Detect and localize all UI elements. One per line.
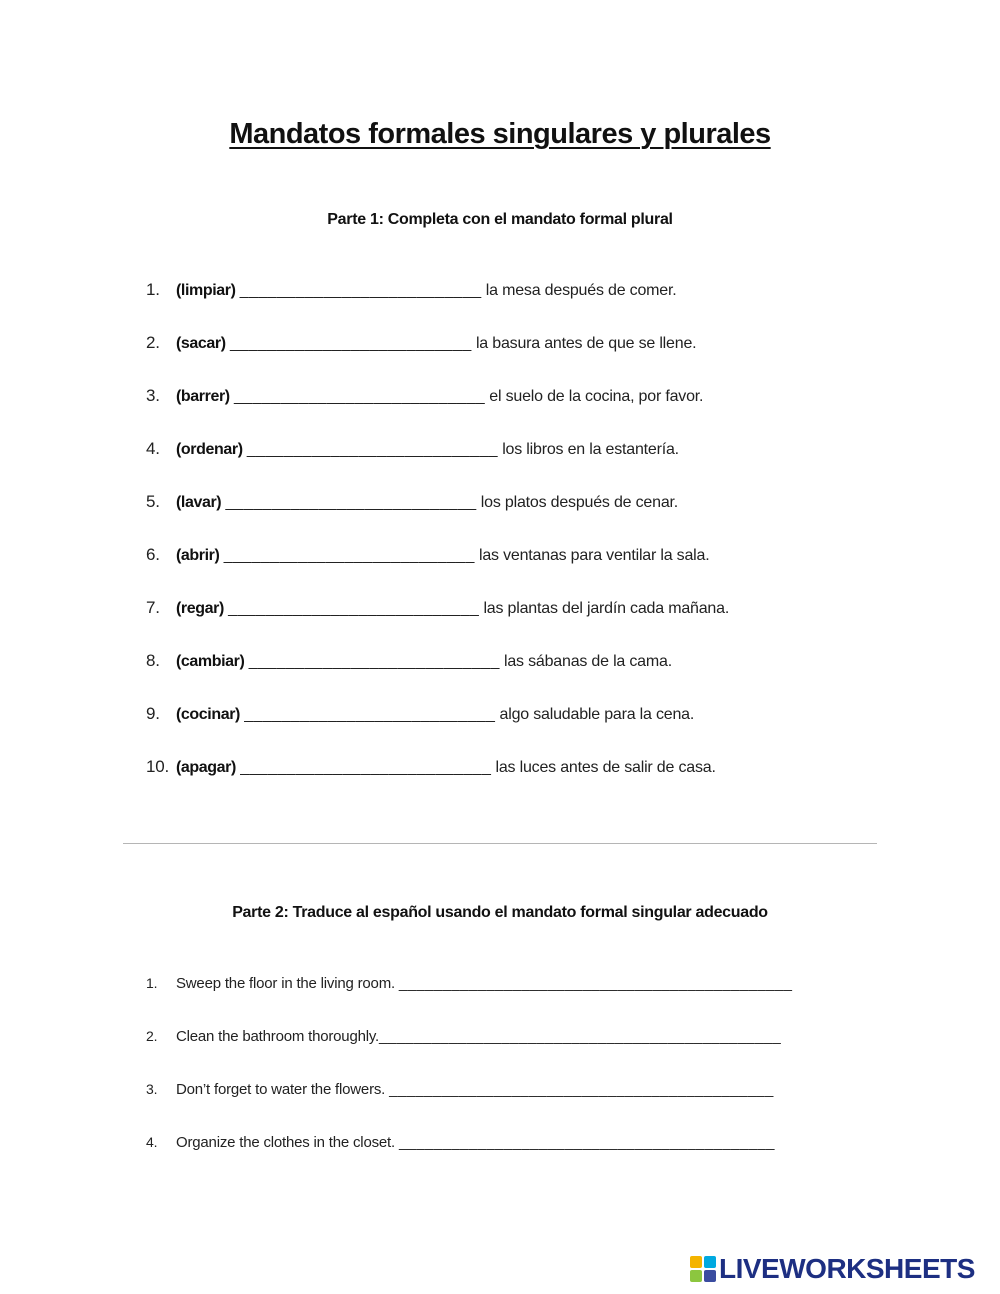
answer-blank[interactable]: ___________________________ xyxy=(233,388,486,405)
sentence-rest: las ventanas para ventilar la sala. xyxy=(479,547,710,564)
part2-exercise-list xyxy=(146,971,792,1183)
sentence-rest: las luces antes de salir de casa. xyxy=(495,759,716,776)
part1-heading: Parte 1: Completa con el mandato formal plural xyxy=(327,211,673,228)
answer-blank[interactable]: ___________________________ xyxy=(228,600,480,617)
item-number: 3. xyxy=(146,1081,158,1097)
verb-prompt: (ordenar) xyxy=(176,441,243,458)
english-sentence: Sweep the floor in the living room. xyxy=(176,975,395,992)
part2-item xyxy=(146,1130,792,1183)
answer-blank[interactable]: ___________________________ xyxy=(246,441,498,458)
part1-item xyxy=(146,384,729,437)
verb-prompt: (regar) xyxy=(176,600,224,617)
answer-blank[interactable]: __________________________ xyxy=(229,335,472,352)
answer-blank[interactable]: ___________________________________________ xyxy=(398,1134,775,1151)
part1-item xyxy=(146,702,729,755)
part2-heading: Parte 2: Traduce al español usando el mandato formal singular adecuado xyxy=(232,904,768,921)
answer-blank[interactable]: ___________________________ xyxy=(240,759,492,776)
english-sentence: Clean the bathroom thoroughly. xyxy=(176,1028,380,1045)
part1-item xyxy=(146,490,729,543)
part1-item xyxy=(146,331,729,384)
verb-prompt: (sacar) xyxy=(176,335,226,352)
english-sentence: Organize the clothes in the closet. xyxy=(176,1134,395,1151)
item-number: 6. xyxy=(146,545,160,564)
answer-blank[interactable]: ___________________________ xyxy=(244,706,496,723)
answer-blank[interactable]: _____________________________________________ xyxy=(398,975,793,992)
verb-prompt: (limpiar) xyxy=(176,282,236,299)
item-number: 8. xyxy=(146,651,160,670)
item-number: 5. xyxy=(146,492,160,511)
item-number: 4. xyxy=(146,439,160,458)
brand-name: LIVEWORKSHEETS xyxy=(719,1253,975,1284)
verb-prompt: (apagar) xyxy=(176,759,236,776)
part1-item xyxy=(146,437,729,490)
section-divider xyxy=(123,843,877,844)
part1-item xyxy=(146,755,729,808)
answer-blank[interactable]: ______________________________________________ xyxy=(379,1028,782,1045)
part1-item xyxy=(146,543,729,596)
item-number: 10. xyxy=(146,757,170,776)
part2-item xyxy=(146,971,792,1024)
answer-blank[interactable]: ___________________________ xyxy=(223,547,475,564)
sentence-rest: la mesa después de comer. xyxy=(485,282,677,299)
answer-blank[interactable]: ____________________________________________ xyxy=(389,1081,774,1098)
sentence-rest: algo saludable para la cena. xyxy=(499,706,695,723)
sentence-rest: el suelo de la cocina, por favor. xyxy=(489,388,704,405)
logo-tile-4 xyxy=(704,1270,716,1282)
sentence-rest: los libros en la estantería. xyxy=(502,441,679,458)
sentence-rest: las plantas del jardín cada mañana. xyxy=(483,600,730,617)
answer-blank[interactable]: ___________________________ xyxy=(225,494,477,511)
part2-item xyxy=(146,1024,792,1077)
item-number: 7. xyxy=(146,598,160,617)
sentence-rest: las sábanas de la cama. xyxy=(504,653,672,670)
verb-prompt: (barrer) xyxy=(176,388,230,405)
liveworksheets-brand[interactable] xyxy=(690,1253,975,1285)
logo-tile-3 xyxy=(690,1270,702,1282)
item-number: 2. xyxy=(146,333,160,352)
answer-blank[interactable]: ___________________________ xyxy=(248,653,500,670)
logo-tile-2 xyxy=(704,1256,716,1268)
english-sentence: Don’t forget to water the flowers. xyxy=(176,1081,386,1098)
logo-tile-1 xyxy=(690,1256,702,1268)
verb-prompt: (cocinar) xyxy=(176,706,240,723)
verb-prompt: (cambiar) xyxy=(176,653,245,670)
part1-item xyxy=(146,278,729,331)
item-number: 2. xyxy=(146,1028,158,1044)
liveworksheets-logo-icon xyxy=(690,1256,716,1282)
answer-blank[interactable]: __________________________ xyxy=(239,282,482,299)
verb-prompt: (lavar) xyxy=(176,494,222,511)
item-number: 3. xyxy=(146,386,160,405)
sentence-rest: la basura antes de que se llene. xyxy=(475,335,697,352)
page-title: Mandatos formales singulares y plurales xyxy=(229,118,771,150)
verb-prompt: (abrir) xyxy=(176,547,220,564)
item-number: 1. xyxy=(146,280,160,299)
part1-item xyxy=(146,649,729,702)
item-number: 4. xyxy=(146,1134,158,1150)
item-number: 1. xyxy=(146,975,158,991)
item-number: 9. xyxy=(146,704,160,723)
part2-item xyxy=(146,1077,792,1130)
sentence-rest: los platos después de cenar. xyxy=(480,494,679,511)
part1-exercise-list xyxy=(146,278,729,808)
part1-item xyxy=(146,596,729,649)
